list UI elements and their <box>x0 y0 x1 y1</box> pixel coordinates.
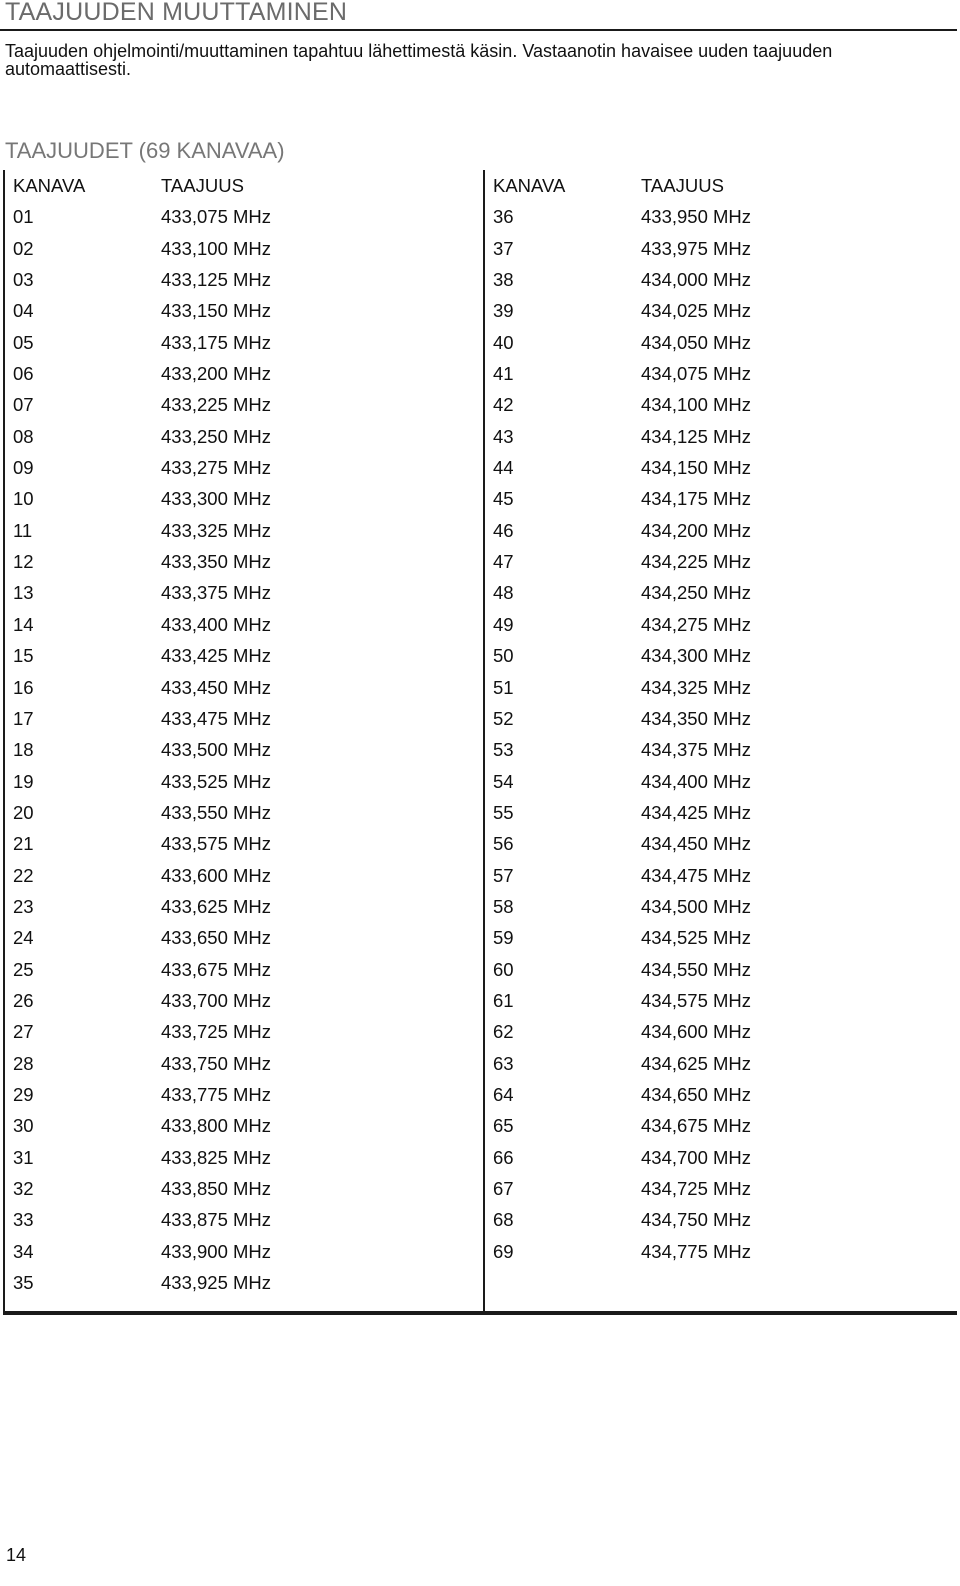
frequency-cell: 434,375 MHz <box>641 739 752 761</box>
table-row <box>483 1016 953 1047</box>
channel-cell: 28 <box>13 1052 34 1074</box>
table-row <box>483 797 953 828</box>
frequency-cell: 434,275 MHz <box>641 613 752 635</box>
frequency-cell: 433,775 MHz <box>161 1083 272 1105</box>
channel-cell: 01 <box>13 206 34 228</box>
channel-cell: 50 <box>493 645 514 667</box>
frequency-cell: 434,325 MHz <box>641 676 752 698</box>
table-row <box>3 1016 473 1047</box>
table-row <box>483 985 953 1016</box>
table-row <box>3 860 473 891</box>
frequency-cell: 434,250 MHz <box>641 582 752 604</box>
channel-cell: 46 <box>493 519 514 541</box>
table-row <box>483 1236 953 1267</box>
frequency-cell: 433,150 MHz <box>161 300 272 322</box>
table-header <box>3 170 473 201</box>
table-row <box>483 577 953 608</box>
channel-cell: 67 <box>493 1178 514 1199</box>
channel-cell: 07 <box>13 394 34 416</box>
channel-cell: 48 <box>493 582 514 604</box>
channel-cell: 21 <box>13 833 34 855</box>
table-row <box>483 672 953 703</box>
page-number: 14 <box>6 1545 27 1565</box>
frequency-cell: 433,425 MHz <box>161 645 272 667</box>
table-row <box>3 1236 473 1267</box>
frequency-table-right <box>483 170 953 1267</box>
table-row <box>3 1204 473 1235</box>
frequency-cell: 433,375 MHz <box>161 582 272 604</box>
frequency-cell: 433,075 MHz <box>161 206 272 228</box>
table-row <box>3 201 473 232</box>
frequency-cell: 433,975 MHz <box>641 237 752 259</box>
channel-cell: 55 <box>493 801 514 823</box>
channel-cell: 57 <box>493 864 514 886</box>
frequency-cell: 434,175 MHz <box>641 488 752 510</box>
frequency-cell: 433,550 MHz <box>161 801 272 823</box>
channel-cell: 18 <box>13 739 34 761</box>
table-row <box>3 233 473 264</box>
frequency-cell: 433,725 MHz <box>161 1021 272 1043</box>
frequency-cell: 434,600 MHz <box>641 1021 752 1043</box>
table-row <box>3 985 473 1016</box>
table-row <box>483 640 953 671</box>
section-title: TAAJUUDET (69 KANAVAA) <box>5 138 285 163</box>
frequency-cell: 434,125 MHz <box>641 425 752 447</box>
table-row <box>3 515 473 546</box>
channel-cell: 37 <box>493 237 514 259</box>
table-row <box>3 389 473 420</box>
channel-cell: 27 <box>13 1021 34 1043</box>
frequency-cell: 433,475 MHz <box>161 707 272 729</box>
frequency-cell: 434,475 MHz <box>641 864 752 886</box>
channel-cell: 08 <box>13 425 34 447</box>
table-row <box>3 766 473 797</box>
frequency-cell: 434,225 MHz <box>641 551 752 573</box>
table-row <box>483 1110 953 1141</box>
frequency-cell: 434,400 MHz <box>641 770 752 792</box>
table-row <box>3 672 473 703</box>
table-row <box>3 264 473 295</box>
table-row <box>483 860 953 891</box>
table-row <box>483 1204 953 1235</box>
table-row <box>3 797 473 828</box>
channel-cell: 25 <box>13 958 34 980</box>
channel-cell: 17 <box>13 707 34 729</box>
frequency-cell: 433,325 MHz <box>161 519 272 541</box>
channel-cell: 36 <box>493 206 514 228</box>
channel-cell: 42 <box>493 394 514 416</box>
channel-cell: 32 <box>13 1178 34 1199</box>
table-row <box>3 703 473 734</box>
table-row <box>483 295 953 326</box>
frequency-cell: 434,750 MHz <box>641 1209 752 1231</box>
table-row <box>3 734 473 765</box>
frequency-table-left <box>3 170 473 1298</box>
table-row <box>483 609 953 640</box>
table-row <box>483 1079 953 1110</box>
channel-cell: 45 <box>493 488 514 510</box>
table-row <box>483 1173 953 1204</box>
frequency-cell: 433,900 MHz <box>161 1240 272 1262</box>
frequency-cell: 433,500 MHz <box>161 739 272 761</box>
channel-cell: 39 <box>493 300 514 322</box>
table-row <box>483 327 953 358</box>
frequency-cell: 434,075 MHz <box>641 363 752 385</box>
channel-cell: 23 <box>13 895 34 917</box>
table-row <box>3 1048 473 1079</box>
channel-cell: 04 <box>13 300 34 322</box>
table-row <box>3 640 473 671</box>
table-row <box>483 1048 953 1079</box>
channel-cell: 51 <box>493 676 514 698</box>
channel-cell: 54 <box>493 770 514 792</box>
table-row <box>483 264 953 295</box>
channel-cell: 63 <box>493 1052 514 1074</box>
channel-cell: 60 <box>493 958 514 980</box>
frequency-cell: 433,675 MHz <box>161 958 272 980</box>
table-row <box>483 515 953 546</box>
frequency-cell: 434,525 MHz <box>641 927 752 949</box>
frequency-cell: 434,150 MHz <box>641 457 752 479</box>
channel-cell: 34 <box>13 1240 34 1262</box>
channel-cell: 22 <box>13 864 34 886</box>
channel-cell: 19 <box>13 770 34 792</box>
table-row <box>3 1110 473 1141</box>
frequency-cell: 433,100 MHz <box>161 237 272 259</box>
table-row <box>3 358 473 389</box>
channel-cell: 15 <box>13 645 34 667</box>
table-row <box>3 828 473 859</box>
table-row <box>3 1267 473 1298</box>
frequency-cell: 434,700 MHz <box>641 1146 752 1168</box>
channel-cell: 47 <box>493 551 514 573</box>
table-rows <box>483 201 953 1267</box>
table-row <box>483 421 953 452</box>
channel-cell: 05 <box>13 331 34 353</box>
header-channel: KANAVA <box>13 175 86 196</box>
frequency-cell: 434,500 MHz <box>641 895 752 917</box>
table-row <box>483 452 953 483</box>
table-row <box>3 295 473 326</box>
channel-cell: 40 <box>493 331 514 353</box>
frequency-cell: 434,350 MHz <box>641 707 752 729</box>
channel-cell: 59 <box>493 927 514 949</box>
frequency-cell: 433,600 MHz <box>161 864 272 886</box>
frequency-cell: 434,775 MHz <box>641 1240 752 1262</box>
frequency-cell: 433,650 MHz <box>161 927 272 949</box>
page-title: TAAJUUDEN MUUTTAMINEN <box>5 0 348 26</box>
channel-cell: 35 <box>13 1272 34 1294</box>
table-row <box>3 1142 473 1173</box>
frequency-cell: 433,950 MHz <box>641 206 752 228</box>
table-row <box>3 891 473 922</box>
channel-cell: 03 <box>13 269 34 291</box>
table-row <box>3 327 473 358</box>
table-header <box>483 170 953 201</box>
frequency-cell: 433,700 MHz <box>161 989 272 1011</box>
channel-cell: 06 <box>13 363 34 385</box>
channel-cell: 29 <box>13 1083 34 1105</box>
channel-cell: 49 <box>493 613 514 635</box>
frequency-cell: 433,850 MHz <box>161 1178 272 1199</box>
channel-cell: 14 <box>13 613 34 635</box>
table-row <box>3 546 473 577</box>
frequency-cell: 434,575 MHz <box>641 989 752 1011</box>
frequency-cell: 434,550 MHz <box>641 958 752 980</box>
channel-cell: 69 <box>493 1240 514 1262</box>
channel-cell: 58 <box>493 895 514 917</box>
frequency-cell: 433,175 MHz <box>161 331 272 353</box>
channel-cell: 41 <box>493 363 514 385</box>
channel-cell: 53 <box>493 739 514 761</box>
channel-cell: 38 <box>493 269 514 291</box>
table-row <box>483 483 953 514</box>
frequency-cell: 434,200 MHz <box>641 519 752 541</box>
frequency-cell: 433,450 MHz <box>161 676 272 698</box>
frequency-cell: 434,025 MHz <box>641 300 752 322</box>
table-row <box>3 609 473 640</box>
table-rows <box>3 201 473 1298</box>
channel-cell: 52 <box>493 707 514 729</box>
channel-cell: 13 <box>13 582 34 604</box>
frequency-cell: 434,050 MHz <box>641 331 752 353</box>
channel-cell: 10 <box>13 488 34 510</box>
frequency-cell: 433,525 MHz <box>161 770 272 792</box>
channel-cell: 62 <box>493 1021 514 1043</box>
channel-cell: 44 <box>493 457 514 479</box>
table-row <box>483 1142 953 1173</box>
frequency-cell: 433,750 MHz <box>161 1052 272 1074</box>
table-row <box>483 201 953 232</box>
table-row <box>483 891 953 922</box>
channel-cell: 26 <box>13 989 34 1011</box>
channel-cell: 16 <box>13 676 34 698</box>
header-frequency: TAAJUUS <box>641 175 724 196</box>
channel-cell: 02 <box>13 237 34 259</box>
table-row <box>483 703 953 734</box>
channel-cell: 43 <box>493 425 514 447</box>
frequency-cell: 433,875 MHz <box>161 1209 272 1231</box>
channel-cell: 30 <box>13 1115 34 1137</box>
frequency-cell: 433,800 MHz <box>161 1115 272 1137</box>
table-row <box>3 483 473 514</box>
frequency-cell: 433,200 MHz <box>161 363 272 385</box>
table-bottom-rule <box>3 1311 957 1315</box>
channel-cell: 09 <box>13 457 34 479</box>
table-row <box>483 233 953 264</box>
channel-cell: 20 <box>13 801 34 823</box>
frequency-cell: 433,250 MHz <box>161 425 272 447</box>
frequency-cell: 433,275 MHz <box>161 457 272 479</box>
channel-cell: 31 <box>13 1146 34 1168</box>
table-row <box>3 922 473 953</box>
table-row <box>3 1079 473 1110</box>
table-row <box>483 954 953 985</box>
frequency-cell: 434,650 MHz <box>641 1083 752 1105</box>
frequency-cell: 433,625 MHz <box>161 895 272 917</box>
frequency-cell: 433,225 MHz <box>161 394 272 416</box>
table-row <box>3 1173 473 1204</box>
frequency-cell: 433,400 MHz <box>161 613 272 635</box>
header-frequency: TAAJUUS <box>161 175 244 196</box>
frequency-cell: 434,450 MHz <box>641 833 752 855</box>
table-row <box>483 922 953 953</box>
table-row <box>483 389 953 420</box>
frequency-cell: 434,625 MHz <box>641 1052 752 1074</box>
frequency-cell: 433,825 MHz <box>161 1146 272 1168</box>
frequency-cell: 434,675 MHz <box>641 1115 752 1137</box>
frequency-cell: 433,575 MHz <box>161 833 272 855</box>
table-row <box>483 828 953 859</box>
title-divider <box>0 29 957 31</box>
frequency-cell: 433,350 MHz <box>161 551 272 573</box>
frequency-cell: 433,300 MHz <box>161 488 272 510</box>
table-row <box>483 546 953 577</box>
table-row <box>483 358 953 389</box>
channel-cell: 24 <box>13 927 34 949</box>
channel-cell: 33 <box>13 1209 34 1231</box>
frequency-cell: 433,925 MHz <box>161 1272 272 1294</box>
table-row <box>483 734 953 765</box>
header-channel: KANAVA <box>493 175 566 196</box>
channel-cell: 12 <box>13 551 34 573</box>
frequency-cell: 434,725 MHz <box>641 1178 752 1199</box>
channel-cell: 68 <box>493 1209 514 1231</box>
channel-cell: 66 <box>493 1146 514 1168</box>
frequency-cell: 433,125 MHz <box>161 269 272 291</box>
channel-cell: 64 <box>493 1083 514 1105</box>
table-row <box>3 954 473 985</box>
table-row <box>3 452 473 483</box>
table-row <box>483 766 953 797</box>
channel-cell: 11 <box>13 519 33 541</box>
table-row <box>3 577 473 608</box>
intro-paragraph: Taajuuden ohjelmointi/muuttaminen tapahtuu lähettimestä käsin. Vastaanotin havaisee uuden taajuuden automaattisesti. <box>5 41 833 79</box>
frequency-cell: 434,425 MHz <box>641 801 752 823</box>
frequency-cell: 434,100 MHz <box>641 394 752 416</box>
frequency-cell: 434,000 MHz <box>641 269 752 291</box>
table-row <box>3 421 473 452</box>
channel-cell: 65 <box>493 1115 514 1137</box>
frequency-cell: 434,300 MHz <box>641 645 752 667</box>
channel-cell: 56 <box>493 833 514 855</box>
channel-cell: 61 <box>493 989 514 1011</box>
